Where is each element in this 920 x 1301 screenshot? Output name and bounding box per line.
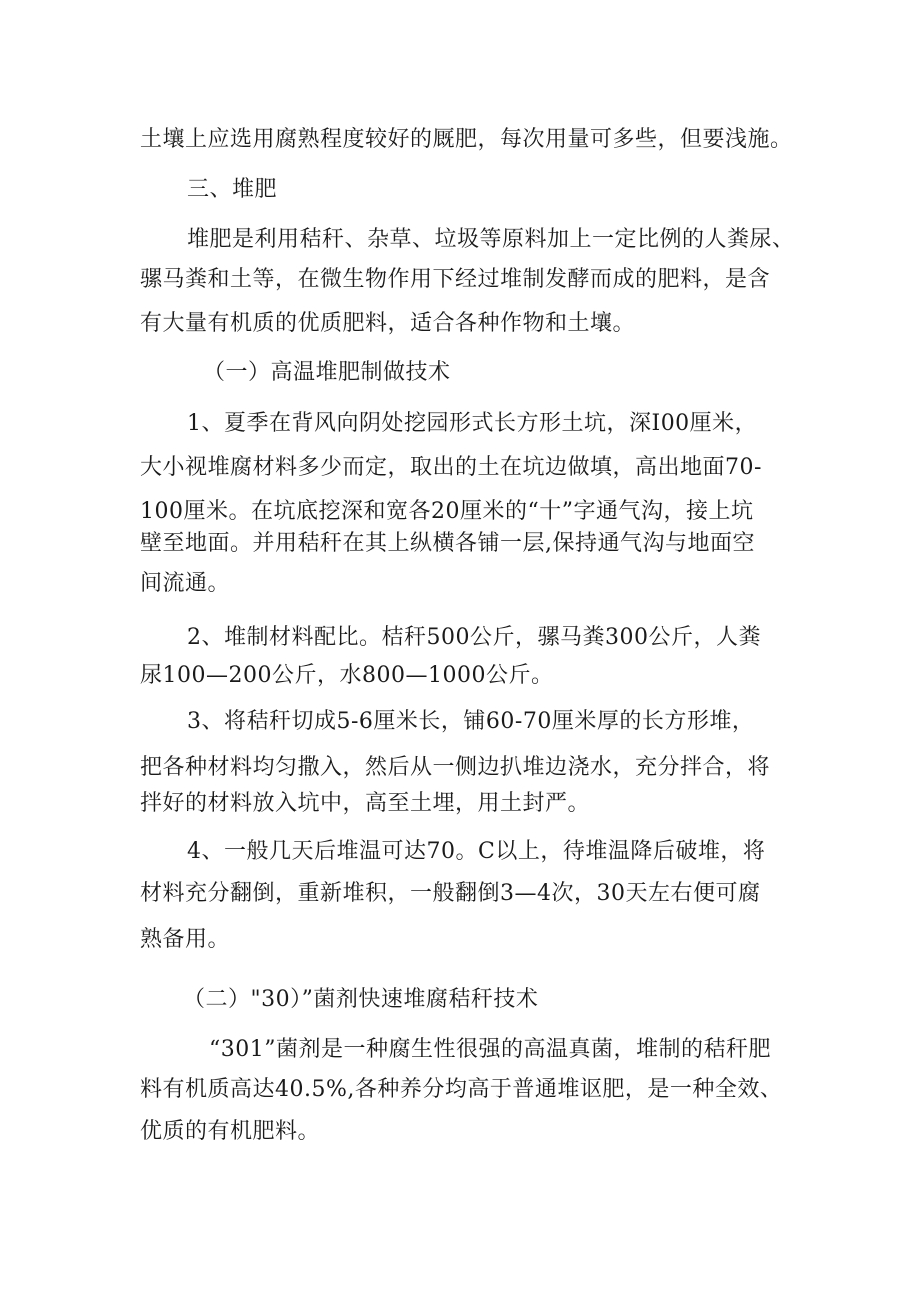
text-line: 大小视堆腐材料多少而定，取出的土在坑边做填，高出地面70- [140,455,762,480]
text-line: 1、夏季在背风向阴处挖园形式长方形土坑，深I00厘米， [187,411,758,436]
text-line: 尿100—200公斤，水800—1000公斤。 [140,663,554,688]
text-line: 骡马粪和土等，在微生物作用下经过堆制发酵而成的肥料，是含 [140,267,771,292]
subsection-heading: （二）"30）”菌剂快速堆腐秸秆技术 [183,987,539,1012]
text-line: 4、一般几天后堆温可达70。C以上，待堆温降后破堆，将 [187,839,766,864]
text-line: 优质的有机肥料。 [140,1119,321,1144]
text-line: 有大量有机质的优质肥料，适合各种作物和土壤。 [140,311,636,336]
section-heading: 三、堆肥 [187,177,278,202]
text-line: “301”菌剂是一种腐生性很强的高温真菌，堆制的秸秆肥 [209,1037,771,1062]
text-line: 堆肥是利用秸秆、杂草、垃圾等原料加上一定比例的人粪尿、 [187,227,795,252]
text-line: 壁至地面。并用秸秆在其上纵横各铺一层,保持通气沟与地面空 [140,531,755,556]
text-line: 2、堆制材料配比。桔秆500公斤，骡马粪300公斤，人粪 [187,625,761,650]
text-line: 材料充分翻倒，重新堆积，一般翻倒3—4次，30天左右便可腐 [140,881,761,906]
text-line: 100厘米。在坑底挖深和宽各20厘米的“十”字通气沟，接上坑 [140,499,754,524]
text-line: 3、将秸秆切成5-6厘米长，铺60-70厘米厚的长方形堆， [187,709,755,734]
text-line: 土壤上应选用腐熟程度较好的厩肥，每次用量可多些，但要浅施。 [140,127,793,152]
text-line: 把各种材料均匀撒入，然后从一侧边扒堆边浇水，充分拌合，将 [140,755,771,780]
subsection-heading: （一）高温堆肥制做技术 [203,360,451,385]
text-line: 拌好的材料放入坑中，高至土埋，用土封严。 [140,791,591,816]
text-line: 间流通。 [140,571,231,596]
text-line: 料有机质高达40.5%,各种养分均高于普通堆讴肥，是一种全效、 [140,1077,783,1102]
text-line: 熟备用。 [140,927,231,952]
